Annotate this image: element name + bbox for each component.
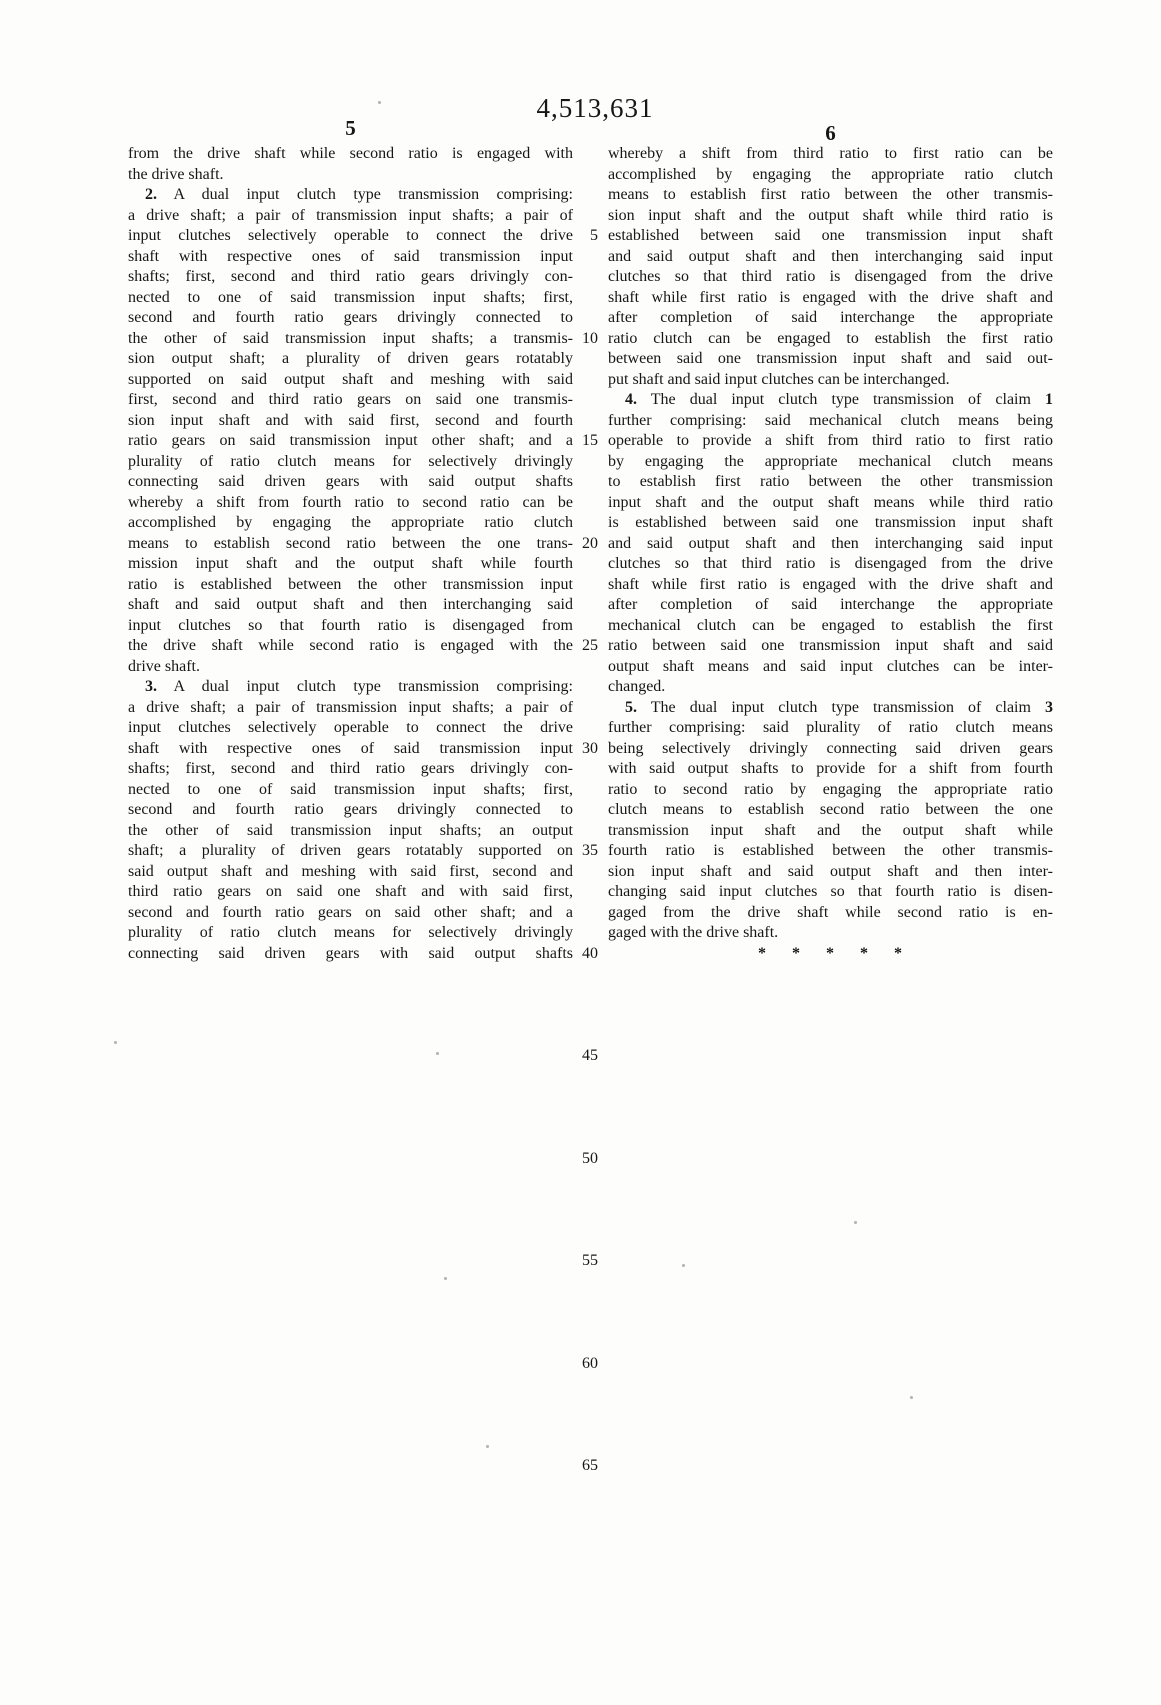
text-line: operable to provide a shift from third ratio to first ratio <box>608 432 1053 449</box>
text-line: sion input shaft and with said first, second and fourth <box>128 411 573 429</box>
text-line: a drive shaft; a pair of transmission input shafts; a pair of <box>128 698 573 716</box>
text-line: third ratio gears on said one shaft and with said first, <box>128 883 573 900</box>
text-line: connecting said driven gears with said output shafts <box>128 473 573 490</box>
text-line: 5. The dual input clutch type transmission of claim 3 <box>625 698 1053 716</box>
text-line: second and fourth ratio gears drivingly connected to <box>128 801 573 818</box>
text-line: put shaft and said input clutches can be interchanged. <box>608 370 950 388</box>
scan-speck <box>378 101 381 104</box>
scan-speck <box>114 1041 117 1044</box>
text-line: clutches so that third ratio is disengaged from the drive <box>608 555 1053 572</box>
text-line: shafts; first, second and third ratio gears drivingly con- <box>128 760 573 777</box>
text-line: transmission input shaft and the output shaft while <box>608 821 1053 839</box>
text-line: accomplished by engaging the appropriate ratio clutch <box>128 514 573 531</box>
text-line: to establish first ratio between the other transmission <box>608 473 1053 490</box>
text-line: and said output shaft and then interchanging said input <box>608 534 1053 552</box>
text-line: changing said input clutches so that fourth ratio is disen- <box>608 883 1053 900</box>
text-line: supported on said output shaft and meshing with said <box>128 370 573 388</box>
text-line: whereby a shift from third ratio to first ratio can be <box>608 145 1053 162</box>
scan-speck <box>444 1277 447 1280</box>
text-line: means to establish second ratio between the one trans- <box>128 534 573 552</box>
text-line: said output shaft and meshing with said first, second and <box>128 862 573 880</box>
text-line: shaft while first ratio is engaged with the drive shaft and <box>608 575 1053 593</box>
gutter-line-number: 5 <box>590 227 598 244</box>
end-of-claims-asterisks: * * * * * <box>758 944 903 962</box>
text-line: gaged with the drive shaft. <box>608 924 779 941</box>
text-line: 4. The dual input clutch type transmission of claim 1 <box>625 391 1053 408</box>
text-line: gaged from the drive shaft while second ratio is en- <box>608 903 1053 921</box>
text-line: shaft; a plurality of driven gears rotatably supported on <box>128 842 573 859</box>
text-line: accomplished by engaging the appropriate ratio clutch <box>608 165 1053 183</box>
text-line: output shaft means and said input clutches can be inter- <box>608 657 1053 675</box>
text-line: 2. A dual input clutch type transmission comprising: <box>145 186 573 203</box>
gutter-line-number: 10 <box>582 329 598 347</box>
text-line: is established between said one transmission input shaft <box>608 514 1053 531</box>
text-line: nected to one of said transmission input shafts; first, <box>128 288 573 306</box>
gutter-line-number: 60 <box>582 1354 598 1372</box>
text-line: mission input shaft and the output shaft while fourth <box>128 555 573 572</box>
text-line: ratio between said one transmission input shaft and said <box>608 637 1053 654</box>
text-line: nected to one of said transmission input shafts; first, <box>128 780 573 798</box>
text-line: input clutches selectively operable to connect the drive <box>128 719 573 736</box>
gutter-line-number: 45 <box>582 1047 598 1064</box>
text-line: ratio is established between the other transmission input <box>128 575 573 593</box>
text-line: from the drive shaft while second ratio is engaged with <box>128 145 573 162</box>
scan-speck <box>910 1396 913 1399</box>
text-line: plurality of ratio clutch means for selectively drivingly <box>128 452 573 470</box>
text-line: second and fourth ratio gears on said other shaft; and a <box>128 903 573 921</box>
text-line: second and fourth ratio gears drivingly connected to <box>128 309 573 326</box>
column-number-right: 6 <box>825 121 836 145</box>
right-column <box>608 144 1053 964</box>
text-line: shaft with respective ones of said transmission input <box>128 739 573 757</box>
gutter-line-number: 55 <box>582 1252 598 1269</box>
text-line: a drive shaft; a pair of transmission input shafts; a pair of <box>128 206 573 224</box>
text-line: by engaging the appropriate mechanical clutch means <box>608 452 1053 470</box>
gutter-line-number: 65 <box>582 1457 598 1474</box>
text-line: sion input shaft and said output shaft and then inter- <box>608 862 1053 880</box>
right-column-text <box>608 144 1053 944</box>
text-line: clutch means to establish second ratio between the one <box>608 801 1053 818</box>
text-line: clutches so that third ratio is disengaged from the drive <box>608 268 1053 285</box>
text-line: shaft with respective ones of said transmission input <box>128 247 573 265</box>
text-line: fourth ratio is established between the other transmis- <box>608 842 1053 859</box>
gutter-line-number: 15 <box>582 432 598 449</box>
text-line: sion output shaft; a plurality of driven gears rotatably <box>128 350 573 367</box>
text-line: 3. A dual input clutch type transmission comprising: <box>145 678 573 695</box>
text-line: mechanical clutch can be engaged to establish the first <box>608 616 1053 634</box>
text-line: first, second and third ratio gears on said one transmis- <box>128 391 573 408</box>
gutter-line-number: 50 <box>582 1149 598 1167</box>
text-line: connecting said driven gears with said output shafts <box>128 944 573 962</box>
text-line: whereby a shift from fourth ratio to second ratio can be <box>128 493 573 511</box>
text-line: sion input shaft and the output shaft while third ratio is <box>608 206 1053 224</box>
text-line: shaft and said output shaft and then interchanging said <box>128 596 573 613</box>
text-line: with said output shafts to provide for a shift from fourth <box>608 760 1053 777</box>
gutter-line-number: 40 <box>582 944 598 962</box>
gutter-line-number: 30 <box>582 739 598 757</box>
scan-speck <box>854 1221 857 1224</box>
text-line: changed. <box>608 678 666 695</box>
left-column <box>128 144 573 964</box>
text-line: ratio gears on said transmission input other shaft; and a <box>128 432 573 449</box>
text-line: after completion of said interchange the appropriate <box>608 309 1053 326</box>
gutter-line-number: 20 <box>582 534 598 552</box>
text-line: plurality of ratio clutch means for selectively drivingly <box>128 924 573 941</box>
text-line: the drive shaft while second ratio is engaged with the <box>128 637 573 654</box>
text-line: input clutches selectively operable to connect the drive <box>128 227 573 244</box>
gutter-line-number: 25 <box>582 637 598 654</box>
text-line: the drive shaft. <box>128 165 224 183</box>
text-line: ratio clutch can be engaged to establish the first ratio <box>608 329 1053 347</box>
text-line: established between said one transmission input shaft <box>608 227 1053 244</box>
text-line: further comprising: said mechanical clutch means being <box>608 411 1053 429</box>
text-line: between said one transmission input shaft and said out- <box>608 350 1053 367</box>
scan-speck <box>682 1264 685 1267</box>
scan-speck <box>436 1052 439 1055</box>
patent-number: 4,513,631 <box>536 93 654 123</box>
text-line: ratio to second ratio by engaging the appropriate ratio <box>608 780 1053 798</box>
text-line: being selectively drivingly connecting said driven gears <box>608 739 1053 757</box>
text-line: shafts; first, second and third ratio gears drivingly con- <box>128 268 573 285</box>
text-line: after completion of said interchange the appropriate <box>608 596 1053 613</box>
text-line: input clutches so that fourth ratio is disengaged from <box>128 616 573 634</box>
text-line: the other of said transmission input shafts; a transmis- <box>128 329 573 347</box>
text-line: shaft while first ratio is engaged with the drive shaft and <box>608 288 1053 306</box>
column-number-left: 5 <box>345 116 356 140</box>
left-column-text <box>128 144 573 964</box>
text-line: drive shaft. <box>128 657 200 675</box>
text-line: means to establish first ratio between the other transmis- <box>608 186 1053 203</box>
gutter-line-number: 35 <box>582 842 598 859</box>
scan-speck <box>486 1445 489 1448</box>
text-line: further comprising: said plurality of ratio clutch means <box>608 719 1053 736</box>
text-line: input shaft and the output shaft means while third ratio <box>608 493 1053 511</box>
text-line: the other of said transmission input shafts; an output <box>128 821 573 839</box>
text-line: and said output shaft and then interchanging said input <box>608 247 1053 265</box>
